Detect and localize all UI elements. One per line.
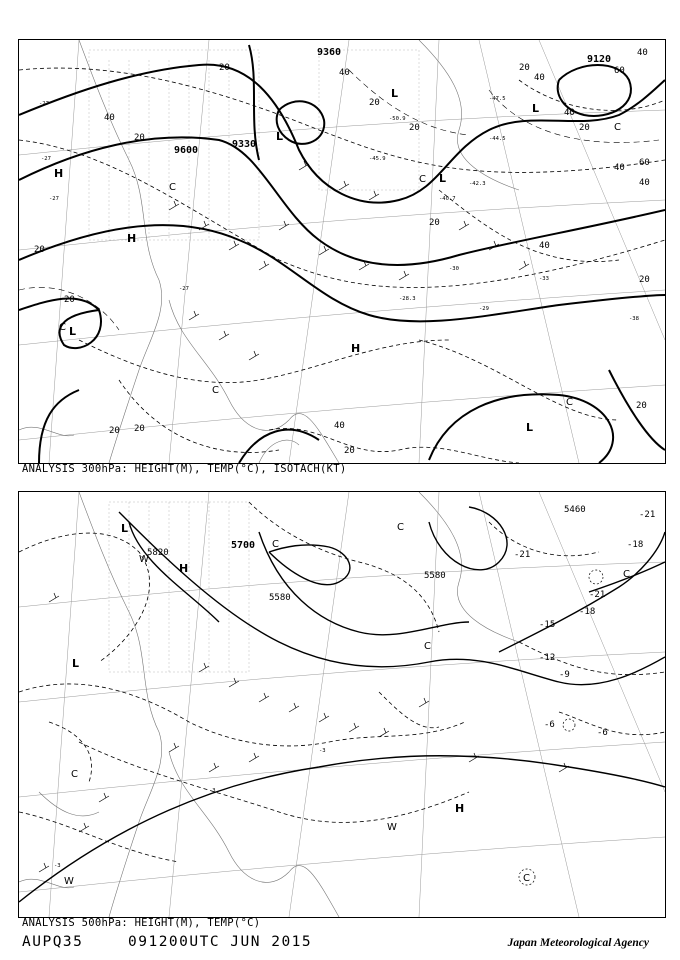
svg-text:L: L bbox=[69, 325, 77, 338]
svg-text:L: L bbox=[532, 102, 540, 115]
svg-text:-3: -3 bbox=[209, 788, 216, 794]
svg-text:H: H bbox=[54, 167, 64, 180]
svg-text:20: 20 bbox=[64, 295, 75, 305]
svg-text:40: 40 bbox=[334, 421, 345, 431]
svg-text:-21: -21 bbox=[514, 550, 531, 560]
svg-text:-3: -3 bbox=[54, 863, 61, 869]
svg-text:-47.5: -47.5 bbox=[489, 96, 506, 102]
svg-text:C: C bbox=[566, 397, 573, 408]
height-labels bbox=[174, 47, 611, 156]
svg-text:5460: 5460 bbox=[564, 505, 586, 515]
svg-text:W: W bbox=[64, 876, 74, 887]
svg-text:L: L bbox=[526, 421, 534, 434]
svg-text:C: C bbox=[523, 873, 530, 884]
svg-text:9120: 9120 bbox=[587, 54, 612, 65]
svg-text:20: 20 bbox=[134, 133, 145, 143]
svg-text:-29: -29 bbox=[479, 306, 489, 312]
svg-text:-40.7: -40.7 bbox=[439, 196, 456, 202]
svg-text:-44.5: -44.5 bbox=[489, 136, 506, 142]
svg-text:-15: -15 bbox=[539, 620, 556, 630]
svg-text:C: C bbox=[71, 769, 78, 780]
svg-text:-12: -12 bbox=[539, 653, 556, 663]
svg-text:H: H bbox=[179, 562, 189, 575]
svg-text:-6: -6 bbox=[597, 728, 608, 738]
svg-text:9330: 9330 bbox=[232, 139, 257, 150]
svg-text:20: 20 bbox=[579, 123, 590, 133]
svg-text:-6: -6 bbox=[544, 720, 555, 730]
svg-text:C: C bbox=[169, 182, 176, 193]
svg-text:5580: 5580 bbox=[424, 571, 446, 581]
svg-text:20: 20 bbox=[519, 63, 530, 73]
wind-barbs bbox=[39, 593, 569, 872]
svg-text:60: 60 bbox=[639, 158, 650, 168]
svg-text:L: L bbox=[72, 657, 80, 670]
svg-text:20: 20 bbox=[369, 98, 380, 108]
chart-500hpa bbox=[18, 491, 666, 918]
svg-text:40: 40 bbox=[534, 73, 545, 83]
svg-text:C: C bbox=[212, 385, 219, 396]
svg-text:20: 20 bbox=[636, 401, 647, 411]
svg-text:-45.9: -45.9 bbox=[369, 156, 386, 162]
svg-text:20: 20 bbox=[219, 63, 230, 73]
svg-text:40: 40 bbox=[564, 108, 575, 118]
svg-text:40: 40 bbox=[339, 68, 350, 78]
svg-text:C: C bbox=[424, 641, 431, 652]
svg-text:9360: 9360 bbox=[317, 47, 342, 58]
svg-text:C: C bbox=[397, 522, 404, 533]
svg-text:-27: -27 bbox=[49, 196, 59, 202]
svg-text:-38: -38 bbox=[629, 316, 639, 322]
svg-text:C: C bbox=[272, 539, 279, 550]
svg-text:C: C bbox=[614, 122, 621, 133]
svg-text:40: 40 bbox=[639, 178, 650, 188]
svg-text:L: L bbox=[276, 130, 284, 143]
svg-text:20: 20 bbox=[344, 446, 355, 456]
svg-text:-28.3: -28.3 bbox=[399, 296, 416, 302]
chart-300hpa bbox=[18, 39, 666, 464]
svg-text:20: 20 bbox=[639, 275, 650, 285]
svg-text:-3: -3 bbox=[319, 748, 326, 754]
svg-text:5820: 5820 bbox=[147, 548, 169, 558]
coastline bbox=[19, 40, 519, 463]
svg-text:9600: 9600 bbox=[174, 145, 199, 156]
svg-text:5700: 5700 bbox=[231, 540, 256, 551]
svg-text:-50.9: -50.9 bbox=[389, 116, 406, 122]
isotherms bbox=[19, 502, 665, 862]
svg-text:-42.3: -42.3 bbox=[469, 181, 486, 187]
svg-text:C: C bbox=[59, 322, 66, 333]
svg-text:-21: -21 bbox=[639, 510, 656, 520]
caption-300hpa: ANALYSIS 300hPa: HEIGHT(M), TEMP(°C), ISOTACH(KT) bbox=[22, 463, 347, 475]
svg-text:-21: -21 bbox=[589, 590, 606, 600]
svg-text:H: H bbox=[127, 232, 137, 245]
svg-text:C: C bbox=[419, 174, 426, 185]
valid-time: 091200UTC JUN 2015 bbox=[128, 934, 313, 950]
svg-text:W: W bbox=[139, 554, 149, 565]
svg-text:20: 20 bbox=[409, 123, 420, 133]
svg-text:-33: -33 bbox=[539, 276, 549, 282]
map-300hpa bbox=[19, 40, 665, 463]
svg-text:-27: -27 bbox=[179, 286, 189, 292]
svg-text:-30: -30 bbox=[449, 266, 459, 272]
svg-text:20: 20 bbox=[429, 218, 440, 228]
svg-text:C: C bbox=[623, 569, 630, 580]
svg-text:-9: -9 bbox=[559, 670, 570, 680]
svg-text:40: 40 bbox=[539, 241, 550, 251]
svg-text:40: 40 bbox=[104, 113, 115, 123]
caption-500hpa: ANALYSIS 500hPa: HEIGHT(M), TEMP(°C) bbox=[22, 917, 261, 929]
svg-text:W: W bbox=[387, 822, 397, 833]
svg-text:-18: -18 bbox=[627, 540, 644, 550]
svg-text:5580: 5580 bbox=[269, 593, 291, 603]
chart-code: AUPQ35 bbox=[22, 934, 84, 950]
svg-text:L: L bbox=[439, 172, 447, 185]
small-systems bbox=[519, 570, 606, 885]
svg-text:20: 20 bbox=[109, 426, 120, 436]
svg-text:60: 60 bbox=[614, 66, 625, 76]
svg-text:20: 20 bbox=[134, 424, 145, 434]
graticule bbox=[19, 492, 665, 917]
svg-text:L: L bbox=[391, 87, 399, 100]
svg-text:40: 40 bbox=[637, 48, 648, 58]
svg-text:40: 40 bbox=[614, 163, 625, 173]
svg-text:-27: -27 bbox=[41, 156, 51, 162]
agency-name: Japan Meteorological Agency bbox=[507, 937, 649, 949]
height-contours bbox=[19, 507, 665, 902]
svg-text:H: H bbox=[455, 802, 465, 815]
svg-text:-18: -18 bbox=[579, 607, 596, 617]
svg-text:L: L bbox=[121, 522, 129, 535]
svg-text:H: H bbox=[351, 342, 361, 355]
svg-text:20: 20 bbox=[34, 245, 45, 255]
map-500hpa bbox=[19, 492, 665, 917]
wind-barbs bbox=[169, 161, 529, 360]
svg-text:-27: -27 bbox=[39, 101, 49, 107]
